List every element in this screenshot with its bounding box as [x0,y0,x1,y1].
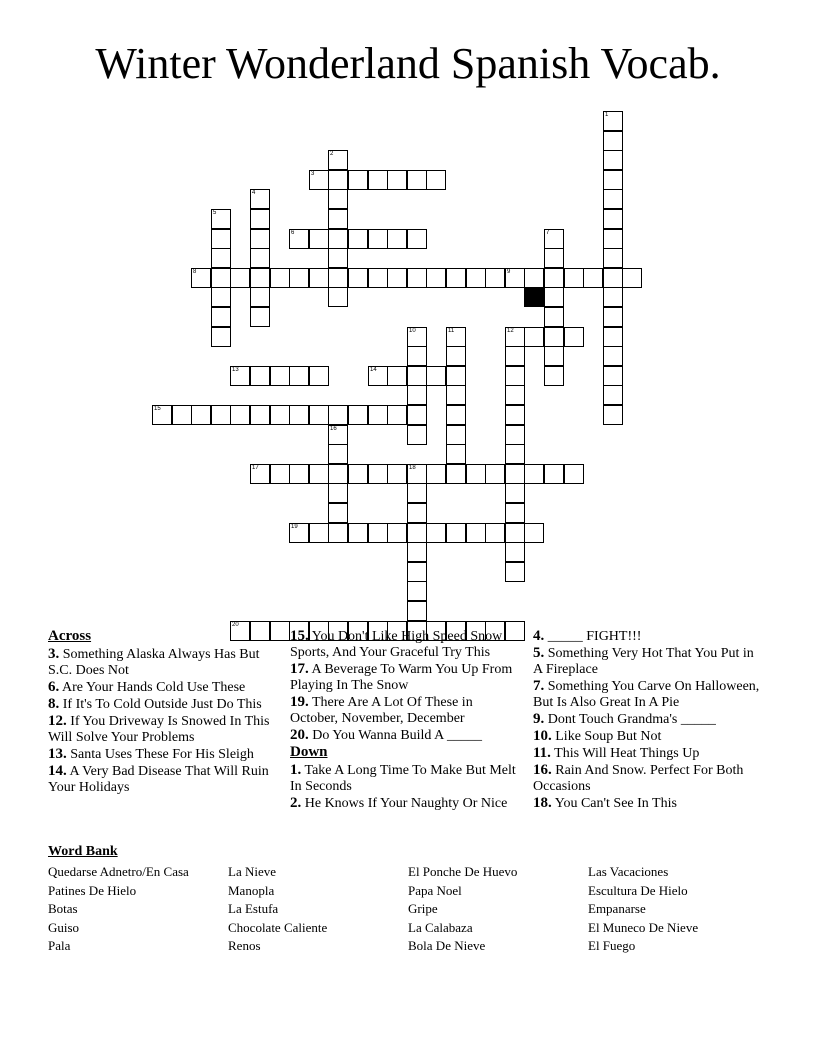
clue-text: This Will Heat Things Up [550,746,700,761]
grid-cell[interactable] [407,170,427,190]
grid-cell[interactable] [407,268,427,288]
cell-number: 10 [409,328,416,334]
grid-cell[interactable] [564,327,584,347]
grid-cell[interactable] [328,287,348,307]
grid-cell[interactable] [211,405,231,425]
clue-text: Like Soup But Not [551,729,662,744]
grid-cell[interactable] [250,307,270,327]
grid-cell[interactable] [603,327,623,347]
clues-column-3 [533,628,763,812]
grid-cell[interactable] [250,287,270,307]
grid-cell[interactable] [328,444,348,464]
clue [290,628,518,661]
grid-cell[interactable] [348,170,368,190]
clue-number: 15. [290,628,309,644]
word-bank-item: La Estufa [228,901,279,917]
grid-cell[interactable] [368,464,388,484]
clues-column-2 [290,628,518,812]
clue [533,711,763,728]
cell-number: 1 [605,112,609,118]
grid-cell[interactable] [505,523,525,543]
clue-text: Something Very Hot That You Put in A Fireplace [533,646,754,677]
clue-number: 1. [290,762,302,778]
grid-cell[interactable] [603,268,623,288]
grid-cell[interactable] [211,268,231,288]
clue [48,646,276,679]
clue [48,679,276,696]
cell-number: 11 [448,328,455,334]
grid-cell[interactable] [289,464,309,484]
grid-cell[interactable] [446,366,466,386]
grid-cell[interactable] [407,581,427,601]
grid-cell[interactable] [348,523,368,543]
clue [533,628,763,645]
grid-cell[interactable] [289,366,309,386]
cell-number: 13 [232,367,239,373]
clue-text: You Don't Like High Speed Snow Sports, And Your Graceful Try This [290,629,503,660]
grid-cell[interactable] [387,268,407,288]
grid-cell[interactable] [250,366,270,386]
grid-cell[interactable] [270,464,290,484]
grid-cell[interactable] [250,248,270,268]
clue-number: 13. [48,746,67,762]
clue [533,795,763,812]
grid-cell[interactable] [505,425,525,445]
grid-cell[interactable] [407,601,427,621]
clue-text: Take A Long Time To Make But Melt In Seconds [290,763,516,794]
word-bank-item: Pala [48,938,71,954]
clue-number: 2. [290,795,302,811]
grid-cell[interactable] [426,366,446,386]
grid-cell[interactable] [446,327,466,347]
grid-cell[interactable] [328,248,348,268]
word-bank-item: El Fuego [588,938,636,954]
grid-cell[interactable] [407,346,427,366]
grid-cell[interactable] [446,444,466,464]
grid-cell[interactable] [603,366,623,386]
grid-cell[interactable] [191,405,211,425]
word-bank-item: Gripe [408,901,438,917]
word-bank-item: Escultura De Hielo [588,882,688,898]
clue-text: If It's To Cold Outside Just Do This [59,697,262,712]
grid-cell[interactable] [426,170,446,190]
clue-text: If You Driveway Is Snowed In This Will Solve Your Problems [48,714,270,745]
grid-cell[interactable] [505,346,525,366]
grid-cell[interactable] [603,248,623,268]
word-bank-item: La Calabaza [408,919,473,935]
grid-cell[interactable] [407,562,427,582]
grid-cell[interactable] [250,229,270,249]
grid-cell[interactable] [250,405,270,425]
cell-number: 19 [291,524,298,530]
grid-cell[interactable] [505,503,525,523]
grid-cell[interactable] [191,268,211,288]
grid-cell[interactable] [270,405,290,425]
grid-cell[interactable] [426,523,446,543]
grid-cell[interactable] [446,405,466,425]
clue [48,763,276,796]
grid-cell[interactable] [211,248,231,268]
grid-cell[interactable] [152,405,172,425]
clue [48,713,276,746]
clue-text: Rain And Snow. Perfect For Both Occasions [533,763,744,794]
grid-cell[interactable] [524,523,544,543]
grid-cell[interactable] [328,170,348,190]
word-bank-heading: Word Bank [48,844,118,859]
grid-cell[interactable] [446,523,466,543]
grid-cell[interactable] [603,287,623,307]
cell-number: 18 [409,465,416,471]
grid-cell[interactable] [564,268,584,288]
clue [533,728,763,745]
word-bank-item: Chocolate Caliente [228,919,328,935]
grid-cell[interactable] [172,405,192,425]
grid-cell[interactable] [407,464,427,484]
grid-cell[interactable] [328,523,348,543]
grid-cell[interactable] [505,385,525,405]
grid-cell[interactable] [387,366,407,386]
cell-number: 8 [193,269,197,275]
cell-number: 3 [311,171,315,177]
clue-number: 18. [533,795,552,811]
clue [48,696,276,713]
grid-cell[interactable] [544,346,564,366]
clue-number: 4. [533,628,545,644]
grid-cell[interactable] [622,268,642,288]
word-bank-item: Las Vacaciones [588,864,669,879]
word-bank-item: El Ponche De Huevo [408,864,518,879]
grid-cell[interactable] [211,307,231,327]
grid-cell[interactable] [505,464,525,484]
grid-cell[interactable] [348,268,368,288]
grid-cell[interactable] [485,268,505,288]
clue-number: 5. [533,645,545,661]
grid-cell[interactable] [485,464,505,484]
grid-cell[interactable] [309,405,329,425]
clue-text: _____ FIGHT!!! [544,629,642,644]
grid-cell[interactable] [289,268,309,288]
cell-number: 14 [370,367,377,373]
grid-cell[interactable] [603,111,623,131]
grid-cell[interactable] [446,425,466,445]
grid-cell[interactable] [544,464,564,484]
grid-cell[interactable] [603,307,623,327]
word-bank-item: Empanarse [588,901,646,917]
grid-cell[interactable] [544,307,564,327]
grid-cell[interactable] [368,405,388,425]
grid-cell[interactable] [505,366,525,386]
grid-cell[interactable] [250,464,270,484]
grid-cell[interactable] [211,327,231,347]
grid-cell[interactable] [328,464,348,484]
grid-cell[interactable] [544,366,564,386]
clue-text: He Knows If Your Naughty Or Nice [301,796,508,811]
grid-cell[interactable] [328,503,348,523]
grid-cell[interactable] [544,287,564,307]
grid-cell[interactable] [328,425,348,445]
grid-cell[interactable] [368,170,388,190]
grid-cell[interactable] [505,268,525,288]
grid-cell[interactable] [446,385,466,405]
word-bank-item: Botas [48,901,78,917]
word-bank-item: Guiso [48,919,80,935]
word-bank-item: Quedarse Adnetro/En Casa [48,864,189,879]
clue [290,661,518,694]
grid-cell[interactable] [230,268,250,288]
grid-cell[interactable] [446,464,466,484]
clue-number: 16. [533,762,552,778]
grid-cell[interactable] [426,268,446,288]
grid-cell[interactable] [309,366,329,386]
grid-cell[interactable] [250,189,270,209]
word-bank-item: El Muneco De Nieve [588,919,699,935]
across-heading: Across [48,628,92,644]
grid-cell[interactable] [485,523,505,543]
down-heading: Down [290,744,328,760]
grid-cell[interactable] [211,287,231,307]
grid-cell[interactable] [603,209,623,229]
grid-cell[interactable] [328,209,348,229]
grid-cell[interactable] [407,366,427,386]
grid-cell[interactable] [603,405,623,425]
grid-cell[interactable] [289,523,309,543]
grid-cell[interactable] [407,425,427,445]
grid-cell[interactable] [544,327,564,347]
grid-cell[interactable] [348,405,368,425]
word-bank-item: Papa Noel [408,882,462,898]
grid-cell[interactable] [407,523,427,543]
grid-cell[interactable] [328,189,348,209]
grid-cell[interactable] [426,464,446,484]
clue-number: 11. [533,745,551,761]
grid-cell[interactable] [466,268,486,288]
clue [290,694,518,727]
cell-number: 9 [507,269,511,275]
word-bank-item: Renos [228,938,261,954]
grid-cell[interactable] [466,523,486,543]
grid-cell[interactable] [603,346,623,366]
grid-cell[interactable] [407,503,427,523]
page-title: Winter Wonderland Spanish Vocab. [95,39,721,88]
cell-number: 15 [154,406,161,412]
grid-cell[interactable] [211,209,231,229]
grid-cell[interactable] [603,385,623,405]
grid-cell[interactable] [544,268,564,288]
grid-cell[interactable] [211,229,231,249]
grid-cell[interactable] [505,562,525,582]
cell-number: 2 [330,151,334,157]
clue-number: 7. [533,678,545,694]
clue-number: 19. [290,694,309,710]
grid-cell[interactable] [387,229,407,249]
grid-cell[interactable] [250,209,270,229]
grid-cell[interactable] [407,542,427,562]
clue-text: Something Alaska Always Has But S.C. Does Not [48,647,260,678]
word-bank-item: Patines De Hielo [48,882,137,898]
clue-text: Santa Uses These For His Sleigh [66,747,254,762]
grid-cell[interactable] [368,229,388,249]
grid-cell[interactable] [407,229,427,249]
clue [290,727,518,744]
grid-cell[interactable] [505,405,525,425]
clue-text: Do You Wanna Build A _____ [308,728,482,743]
grid-cell[interactable] [603,229,623,249]
clue-text: Are Your Hands Cold Use These [59,680,246,695]
grid-cell[interactable] [230,405,250,425]
word-bank-item: La Nieve [228,864,277,879]
grid-cell[interactable] [368,523,388,543]
clue-number: 3. [48,646,60,662]
grid-cell[interactable] [328,268,348,288]
clue-number: 8. [48,696,60,712]
clue-number: 9. [533,711,545,727]
grid-cell[interactable] [309,170,329,190]
cell-number: 7 [546,230,550,236]
grid-cell[interactable] [328,405,348,425]
grid-cell[interactable] [309,268,329,288]
grid-cell[interactable] [524,268,544,288]
grid-cell[interactable] [270,268,290,288]
grid-cell[interactable] [368,268,388,288]
grid-cell[interactable] [387,464,407,484]
clue [533,762,763,795]
clue [48,746,276,763]
grid-cell[interactable] [387,523,407,543]
clue-text: Something You Carve On Halloween, But Is Also Great In A Pie [533,679,760,710]
clue-text: You Can't See In This [551,796,677,811]
black-cell [524,287,544,307]
clue-text: There Are A Lot Of These in October, November, December [290,695,473,726]
cell-number: 6 [291,230,295,236]
grid-cell[interactable] [250,268,270,288]
word-bank-item: Bola De Nieve [408,938,486,954]
word-bank-item: Manopla [228,882,275,898]
grid-cell[interactable] [328,150,348,170]
cell-number: 16 [330,426,337,432]
grid-cell[interactable] [309,464,329,484]
grid-cell[interactable] [348,229,368,249]
clue-text: A Beverage To Warm You Up From Playing In The Snow [290,662,513,693]
clue-text: A Very Bad Disease That Will Ruin Your Holidays [48,764,269,795]
grid-cell[interactable] [603,131,623,151]
clue [533,645,763,678]
clue-number: 6. [48,679,60,695]
clue [533,745,763,762]
grid-cell[interactable] [270,366,290,386]
grid-cell[interactable] [446,346,466,366]
grid-cell[interactable] [368,366,388,386]
clues-column-1 [48,628,276,796]
cell-number: 17 [252,465,259,471]
grid-cell[interactable] [505,542,525,562]
grid-cell[interactable] [387,405,407,425]
grid-cell[interactable] [407,483,427,503]
clue-text: Dont Touch Grandma's _____ [544,712,716,727]
grid-cell[interactable] [289,405,309,425]
clue [290,762,518,795]
grid-cell[interactable] [524,327,544,347]
grid-cell[interactable] [603,189,623,209]
clue-number: 10. [533,728,552,744]
clue-number: 12. [48,713,67,729]
cell-number: 12 [507,328,514,334]
cell-number: 20 [232,622,239,628]
grid-cell[interactable] [544,229,564,249]
grid-cell[interactable] [328,483,348,503]
grid-cell[interactable] [309,229,329,249]
clue-number: 14. [48,763,67,779]
grid-cell[interactable] [603,150,623,170]
grid-cell[interactable] [407,405,427,425]
grid-cell[interactable] [348,464,368,484]
cell-number: 4 [252,190,256,196]
clue-number: 20. [290,727,309,743]
grid-cell[interactable] [289,229,309,249]
grid-cell[interactable] [387,170,407,190]
grid-cell[interactable] [505,327,525,347]
grid-cell[interactable] [407,327,427,347]
grid-cell[interactable] [230,366,250,386]
grid-cell[interactable] [603,170,623,190]
grid-cell[interactable] [544,248,564,268]
grid-cell[interactable] [309,523,329,543]
grid-cell[interactable] [583,268,603,288]
grid-cell[interactable] [466,464,486,484]
grid-cell[interactable] [505,444,525,464]
grid-cell[interactable] [564,464,584,484]
grid-cell[interactable] [407,385,427,405]
clue [290,795,518,812]
grid-cell[interactable] [505,483,525,503]
clue [533,678,763,711]
grid-cell[interactable] [446,268,466,288]
clue-number: 17. [290,661,309,677]
cell-number: 5 [213,210,217,216]
grid-cell[interactable] [328,229,348,249]
grid-cell[interactable] [524,464,544,484]
